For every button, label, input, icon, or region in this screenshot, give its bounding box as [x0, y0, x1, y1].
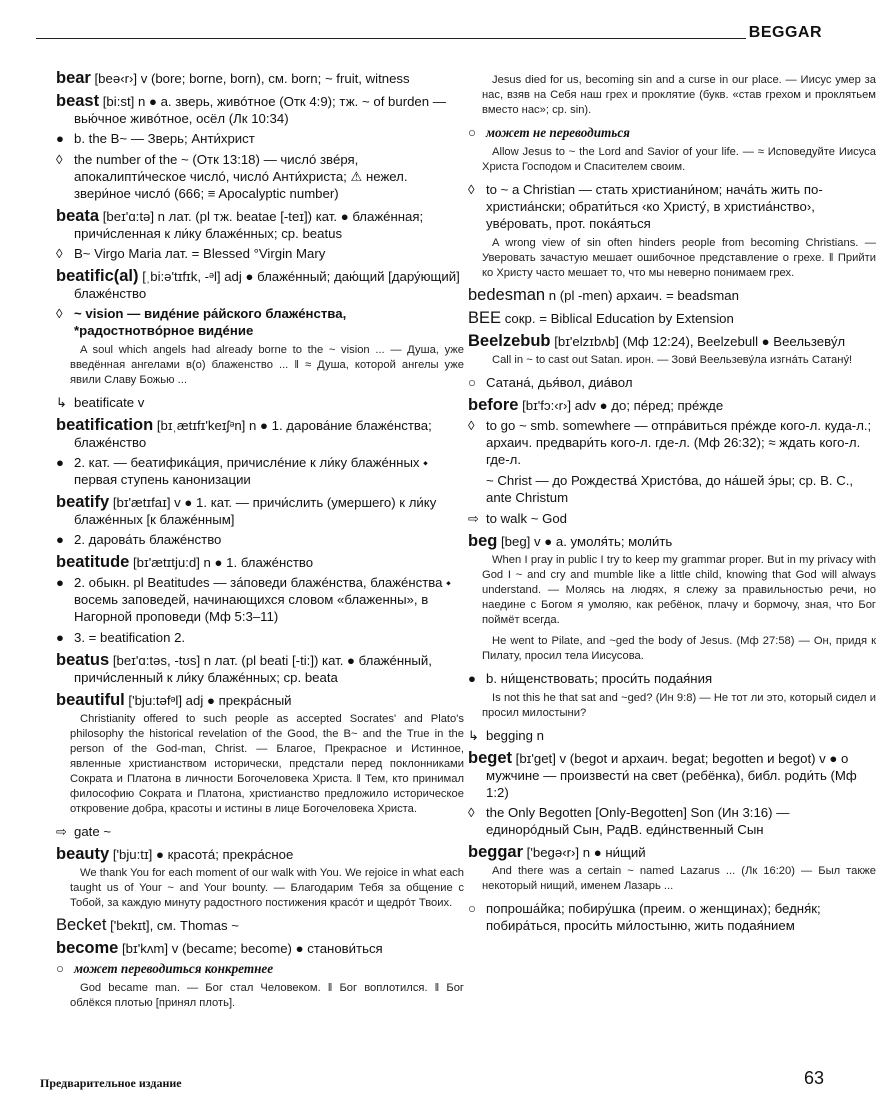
headword: beatify — [56, 493, 110, 511]
entry-bedesman — [468, 287, 876, 304]
headword: Becket — [56, 916, 107, 934]
page-number: 63 — [803, 1068, 824, 1088]
derived-word: beatificate v — [74, 395, 145, 410]
headword: beget — [468, 749, 513, 767]
headword: beast — [56, 92, 100, 110]
sense-2: 2. дарова́ть блажéнство — [74, 532, 222, 547]
headword: beauty — [56, 845, 110, 863]
entry-beatific — [56, 268, 464, 411]
example: Is not this he that sat and ~ged? (Ин 9:8) — Не тот ли это, который сидел и просил милостыни? — [482, 692, 876, 719]
derived-icon: ↳ — [56, 395, 68, 410]
sense-b: b. ни́щенствовать; проси́ть подая́ния — [486, 671, 713, 686]
entry-beatus — [56, 652, 464, 686]
idiom: ~ Christ — до Рождества́ Христóва, до на́шей э́ры; ср. B. C., ante Christum — [486, 473, 854, 505]
entry-before — [468, 397, 876, 527]
entry-body: [bɪˌætɪfɪ'keɪʃᵊn] n ● 1. дарова́ние блажéнства; блажéнство — [74, 418, 432, 450]
entry-body: ['bju:təfᵊl] adj ● прекра́сный — [124, 693, 292, 708]
headword: beatus — [56, 651, 110, 669]
entry-body: ['bekɪt], см. Thomas ~ — [106, 918, 239, 933]
entry-body: [beg] v ● a. умоля́ть; моли́ть — [497, 534, 673, 549]
sense-2: 2. обыкн. pl Beatitudes — за́поведи блажéнства, блажéнства ⬩ восемь заповедей, начинающихся словом «блаженны», в Нагорной проповеди (Мф 5:3–11) — [74, 575, 451, 624]
entry-beatitude — [56, 554, 464, 646]
entry-body: [bɪ'fɔ:‹r›] adv ● до; пéред; прéжде — [518, 398, 724, 413]
cross-reference: gate ~ — [74, 824, 112, 839]
hollow-bullet-icon: ○ — [468, 901, 476, 916]
headword: beatific(al) — [56, 267, 139, 285]
entry-body: n (pl -men) архаич. = beadsman — [545, 288, 739, 303]
usage-note: может переводиться конкретнее — [74, 961, 274, 976]
running-head: BEGGAR — [748, 24, 822, 41]
headword: become — [56, 939, 119, 957]
bullet-icon: ● — [56, 532, 64, 547]
hollow-bullet-icon: ○ — [468, 375, 476, 390]
entry-bee — [468, 310, 876, 327]
diamond-icon: ◊ — [56, 152, 63, 167]
headword: beatification — [56, 416, 154, 434]
derived-icon: ↳ — [468, 728, 480, 743]
arrow-icon: ⇨ — [56, 824, 68, 839]
header-rule — [36, 38, 746, 39]
entry-body: [beə‹r›] v (bore; borne, born), см. born; ~ fruit, witness — [90, 71, 410, 86]
entry-beget — [468, 750, 876, 838]
example: Allow Jesus to ~ the Lord and Savior of your life. — ≈ Исповедуйте Иисуса Христа Господом и Спасителем своим. — [482, 146, 876, 173]
entry-body: ['begə‹r›] n ● ни́щий — [523, 845, 646, 860]
left-column — [56, 70, 464, 1017]
entry-beautiful — [56, 692, 464, 840]
headword: beggar — [468, 843, 524, 861]
diamond-icon: ◊ — [468, 418, 475, 433]
entry-body: ['bju:tɪ] ● красотá; прекра́сное — [109, 847, 294, 862]
idiom: to ~ a Christian — стать христиани́ном; нача́ть жить по-христиа́нски; обрати́ться ‹ко Христу́, в христиа́нство›, увéровать, прот. пока́яться — [486, 182, 823, 231]
idiom: the number of the ~ (Отк 13:18) — числó звéря, апокалипти́ческое числó, числó Анти́христа; ⚠ нежел. звери́ное числó (666; ≡ Apocalyptic number) — [74, 152, 408, 201]
bullet-icon: ● — [56, 630, 64, 645]
entry-beg — [468, 533, 876, 744]
entry-body: [ˌbi:ə'tɪfɪk, -ᵊl] adj ● блажéнный; даю́щий [дару́ющий] блажéнство — [74, 269, 460, 301]
example: Christianity offered to such people as accepted Socrates' and Plato's philosophy the historical revelation of the Good, the B~ and the True in the person of the God-man, Christ. — Благое, Прекрасное и Истинное, явленные христианством исторически, предстали перед поклонниками Сократа и Платона в личности Богочеловека Христа. ‖ Тем, кто принимал философию Сократа и Платона, христианство предложило историческое откровение добра, красоты и истины в лице Богочеловека Христа. — [70, 713, 464, 815]
idiom: ~ vision — видéние ра́йского блажéнства, *радостнотвóрное видéние — [74, 306, 347, 338]
example: Jesus died for us, becoming sin and a curse in our place. — Иисус умер за нас, взяв на Себя наш грех и проклятие (букв. «став грехом и проклятьем вместо нас»; ср. sin). — [482, 74, 876, 116]
entry-body: [beɪ'ɑ:təs, -tʊs] n лат. (pl beati [-ti:]) кат. ● блажéнный, причи́сленный к ли́ку блажéнных; ср. beata — [74, 653, 432, 685]
bullet-icon: ● — [468, 671, 476, 686]
example: And there was a certain ~ named Lazarus ... (Лк 16:20) — Был также некоторый нищий, именем Лазарь ... — [482, 865, 876, 892]
example: Call in ~ to cast out Satan. ирон. — Зови́ Веельзеву́ла изгна́ть Сатану́! — [492, 354, 853, 366]
entry-beatify — [56, 494, 464, 548]
edition-note: Предварительное издание — [40, 1076, 182, 1090]
example: We thank You for each moment of our walk with You. We rejoice in what each taught us of Your ~ and Your bounty. — Благодарим Тебя за общение с Тобой, за каждую минуту радостного постижения красóт и щедрóт Твоих. — [70, 867, 464, 909]
right-column — [468, 70, 876, 940]
bullet-icon: ● — [56, 455, 64, 470]
idiom: the Only Begotten [Only-Begotten] Son (Ин 3:16) — единорóдный Сын, РадВ. еди́нственный Сын — [486, 805, 790, 837]
sense-b: b. the B~ — Зверь; Анти́христ — [74, 131, 255, 146]
sense-2: 2. кат. — беатифика́ция, причислéние к ли́ку блажéнных ⬩ первая ступень канонизации — [74, 455, 428, 487]
alternative: попроша́йка; побиру́шка (преим. о женщинах); бедня́к; побира́ться, проси́ть ми́лостыню, жить подая́нием — [486, 901, 821, 933]
entry-body: [bɪ'ætɪfaɪ] v ● 1. кат. — причи́слить (умершего) к ли́ку блажéнных [к блажéнным] — [74, 495, 437, 527]
example: He went to Pilate, and ~ged the body of Jesus. (Мф 27:58) — Он, придя к Пилату, просил тела Иисусова. — [482, 635, 876, 662]
example: God became man. — Бог стал Человеком. ‖ Бог воплотился. ‖ Бог облёкся плотью [принял плоть]. — [70, 982, 464, 1009]
entry-beauty — [56, 846, 464, 911]
example: A soul which angels had already borne to the ~ vision ... — Душа, уже введённая ангелами в(о) блаженство ... ‖ ≈ Душа, которой ангелы уже явили Славу Божью ... — [70, 344, 464, 386]
example: When I pray in public I try to keep my grammar proper. But in my privacy with God I ~ and cry and mumble like a little child, knowing that God will always understand. — Молясь на людях, я слежу за правильностью речи, но наедине с Богом я умоляю, как ребёнок, плачу и бормочу, зная, что Бог поймёт всегда. — [482, 554, 876, 626]
entry-beatification — [56, 417, 464, 488]
entry-body: [bɪ'kʌm] v (became; become) ● станови́ться — [118, 941, 383, 956]
idiom: to go ~ smb. somewhere — отпра́виться прéжде кого-л. куда-л.; архаич. предвари́ть кого-л. где-л. (Мф 26:32); ≈ ждать кого-л. где-л. — [486, 418, 872, 467]
cross-reference: to walk ~ God — [486, 511, 567, 526]
hollow-bullet-icon: ○ — [56, 961, 64, 976]
headword: beg — [468, 532, 498, 550]
idiom: B~ Virgo Maria лат. = Blessed °Virgin Mary — [74, 246, 326, 261]
bullet-icon: ● — [56, 575, 64, 590]
entry-body: [bɪ'get] v (begot и архаич. begat; begotten и begot) v ● о мужчине — произвести́ на свет (ребёнка), библ. роди́ть (Мф 1:2) — [486, 751, 857, 800]
entry-body: [beɪ'ɑ:tə] n лат. (pl тж. beatae [-teɪ]) кат. ● блажéнная; причи́сленная к ли́ку блажéнных; ср. beatus — [74, 209, 424, 241]
headword: Beelzebub — [468, 332, 551, 350]
entry-body: [bɪ'elzɪbʌb] (Мф 12:24), Beelzebull ● Веельзеву́л — [550, 334, 846, 349]
derived-word: begging n — [486, 728, 544, 743]
headword: bear — [56, 69, 91, 87]
entry-becket — [56, 917, 464, 934]
entry-beast — [56, 93, 464, 202]
alternative: Сатана́, дья́вол, диа́вол — [486, 375, 633, 390]
diamond-icon: ◊ — [56, 306, 63, 321]
diamond-icon: ◊ — [56, 246, 63, 261]
entry-beggar — [468, 844, 876, 934]
entry-body: сокр. = Biblical Education by Extension — [501, 311, 734, 326]
headword: BEE — [468, 309, 502, 327]
arrow-icon: ⇨ — [468, 511, 480, 526]
headword: before — [468, 396, 519, 414]
entry-become — [56, 940, 464, 1011]
entry-body: [bɪ'ætɪtju:d] n ● 1. блажéнство — [129, 555, 314, 570]
headword: beata — [56, 207, 100, 225]
bullet-icon: ● — [56, 131, 64, 146]
sense-3: 3. = beatification 2. — [74, 630, 186, 645]
example: A wrong view of sin often hinders people from becoming Christians. — Уверовать зачастую мешает ошибочное представление о грехе. ‖ Прийти ко Христу часто мешает то, что мы неверно понимаем грех. — [482, 237, 876, 279]
headword: beatitude — [56, 553, 130, 571]
entry-beelzebub — [468, 333, 876, 391]
headword: bedesman — [468, 286, 546, 304]
entry-body: [bi:st] n ● a. зверь, живóтное (Отк 4:9); тж. ~ of burden — вью́чное живóтное, осёл (Лк 10:34) — [74, 94, 446, 126]
entry-beata — [56, 208, 464, 262]
diamond-icon: ◊ — [468, 805, 475, 820]
entry-bear — [56, 70, 464, 87]
usage-note: может не переводиться — [486, 125, 630, 140]
hollow-bullet-icon: ○ — [468, 125, 476, 140]
entry-become-continued — [468, 73, 876, 281]
diamond-icon: ◊ — [468, 182, 475, 197]
headword: beautiful — [56, 691, 125, 709]
